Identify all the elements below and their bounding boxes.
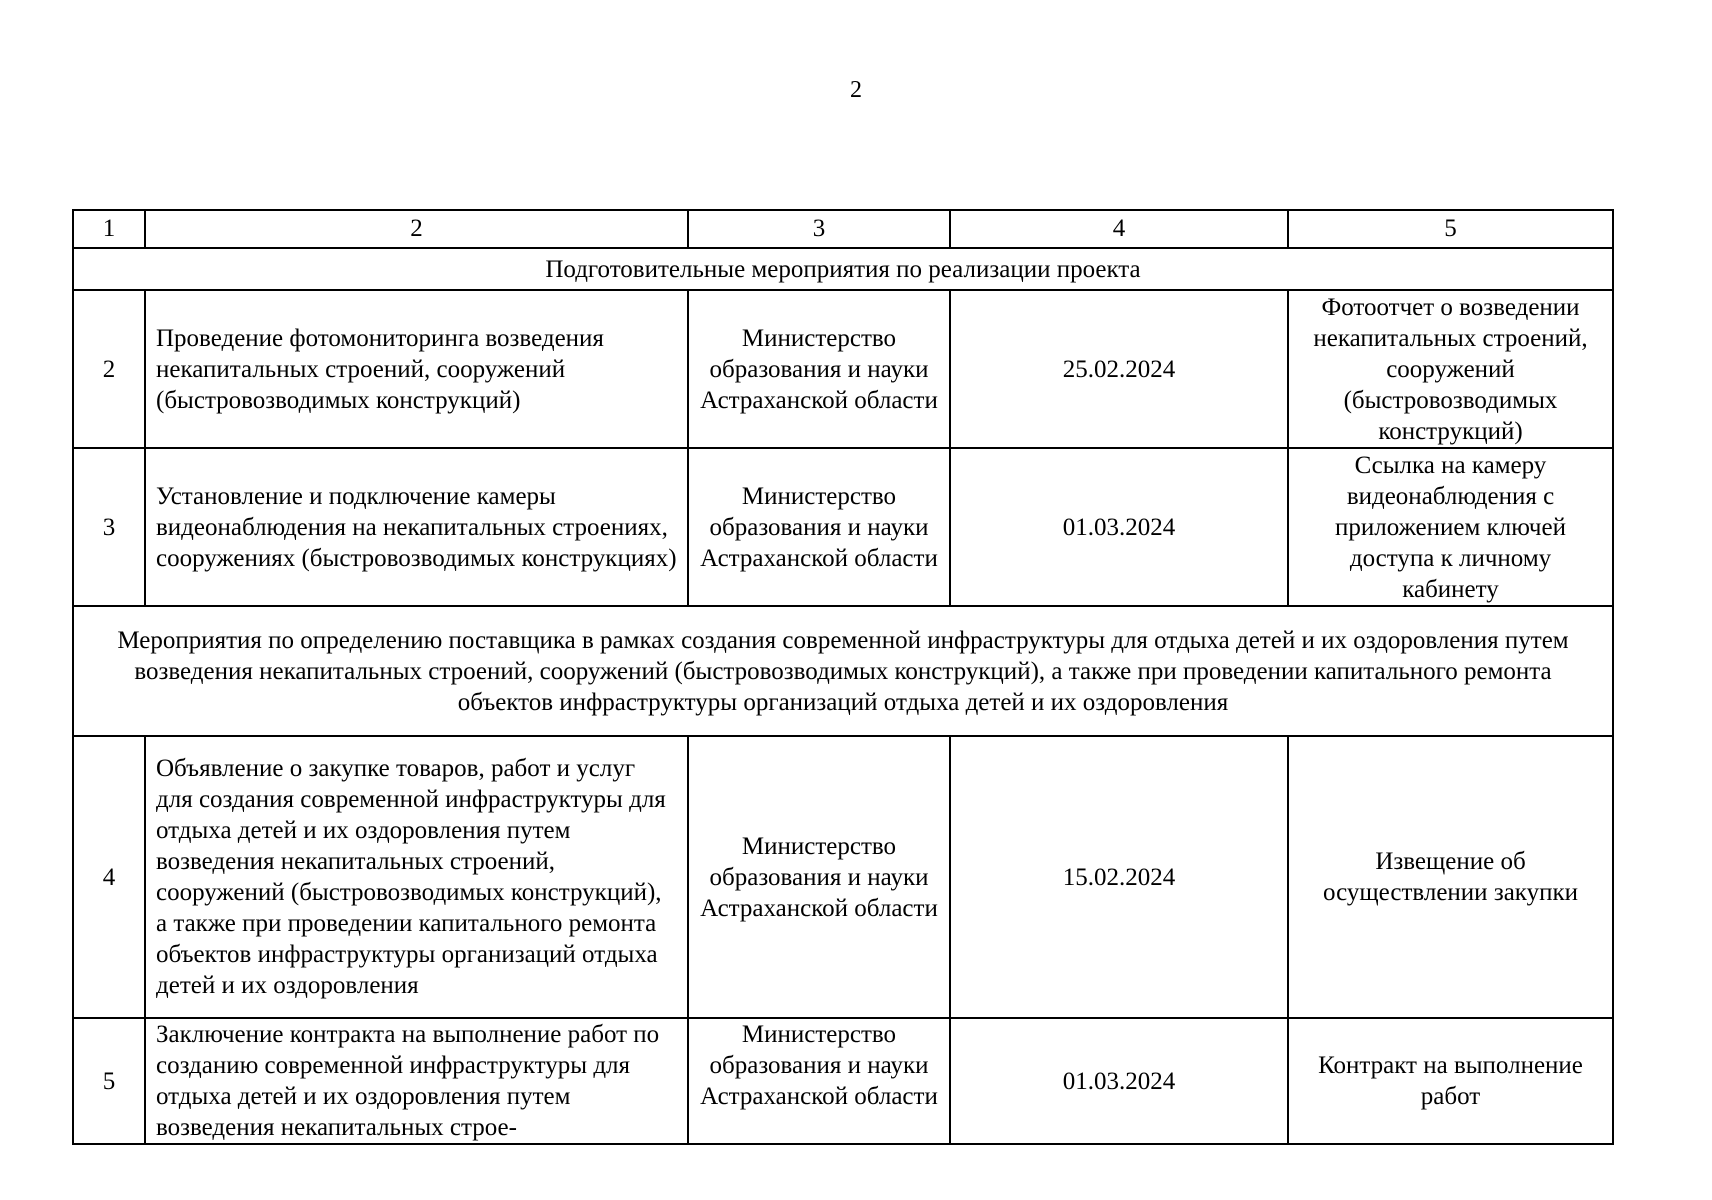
result-document: Контракт на выполнение работ (1288, 1018, 1613, 1144)
section-title: Подготовительные мероприятия по реализации проекта (73, 248, 1613, 290)
table-row (73, 290, 1613, 448)
section-title: Мероприятия по определению поставщика в рамках создания современной инфраструктуры для отдыха детей и их оздоровления путем возведения некапитальных строений, сооружений (быстровозводимых конструкций), а также при проведении капитального ремонта объектов инфраструктуры организаций отдыха детей и их оздоровления (73, 606, 1613, 736)
result-document: Ссылка на камеру видеонаблюдения с приложением ключей доступа к личному кабинету (1288, 448, 1613, 606)
page-number: 2 (850, 77, 862, 103)
result-document: Фотоотчет о возведении некапитальных строений, сооружений (быстровозводимых конструкций) (1288, 290, 1613, 448)
measure-name: Установление и подключение камеры видеонаблюдения на некапитальных строениях, сооружениях (быстровозводимых конструкциях) (145, 448, 688, 606)
responsible-org: Министерство образования и науки Астраханской области (688, 448, 950, 606)
section-row (73, 606, 1613, 736)
responsible-org: Министерство образования и науки Астраханской области (688, 736, 950, 1018)
table-row (73, 1018, 1613, 1144)
column-header: 3 (688, 210, 950, 248)
measures-table (72, 209, 1614, 1145)
measure-name: Объявление о закупке товаров, работ и услуг для создания современной инфраструктуры для отдыха детей и их оздоровления путем возведения некапитальных строений, сооружений (быстровозводимых конструкций), а также при проведении капитального ремонта объектов инфраструктуры организаций отдыха детей и их оздоровления (145, 736, 688, 1018)
column-header: 4 (950, 210, 1288, 248)
deadline-date: 01.03.2024 (950, 448, 1288, 606)
responsible-org: Министерство образования и науки Астраханской области (688, 1018, 950, 1144)
deadline-date: 01.03.2024 (950, 1018, 1288, 1144)
deadline-date: 25.02.2024 (950, 290, 1288, 448)
measure-name: Заключение контракта на выполнение работ по созданию современной инфраструктуры для отдыха детей и их оздоровления путем возведения некапитальных строе- (145, 1018, 688, 1144)
row-number: 5 (73, 1018, 145, 1144)
result-document: Извещение об осуществлении закупки (1288, 736, 1613, 1018)
row-number: 2 (73, 290, 145, 448)
deadline-date: 15.02.2024 (950, 736, 1288, 1018)
section-row (73, 248, 1613, 290)
column-header: 1 (73, 210, 145, 248)
measure-name: Проведение фотомониторинга возведения некапитальных строений, сооружений (быстровозводимых конструкций) (145, 290, 688, 448)
column-header: 5 (1288, 210, 1613, 248)
responsible-org: Министерство образования и науки Астраханской области (688, 290, 950, 448)
column-header: 2 (145, 210, 688, 248)
table-row (73, 448, 1613, 606)
row-number: 3 (73, 448, 145, 606)
column-header-row (73, 210, 1613, 248)
row-number: 4 (73, 736, 145, 1018)
table-row (73, 736, 1613, 1018)
